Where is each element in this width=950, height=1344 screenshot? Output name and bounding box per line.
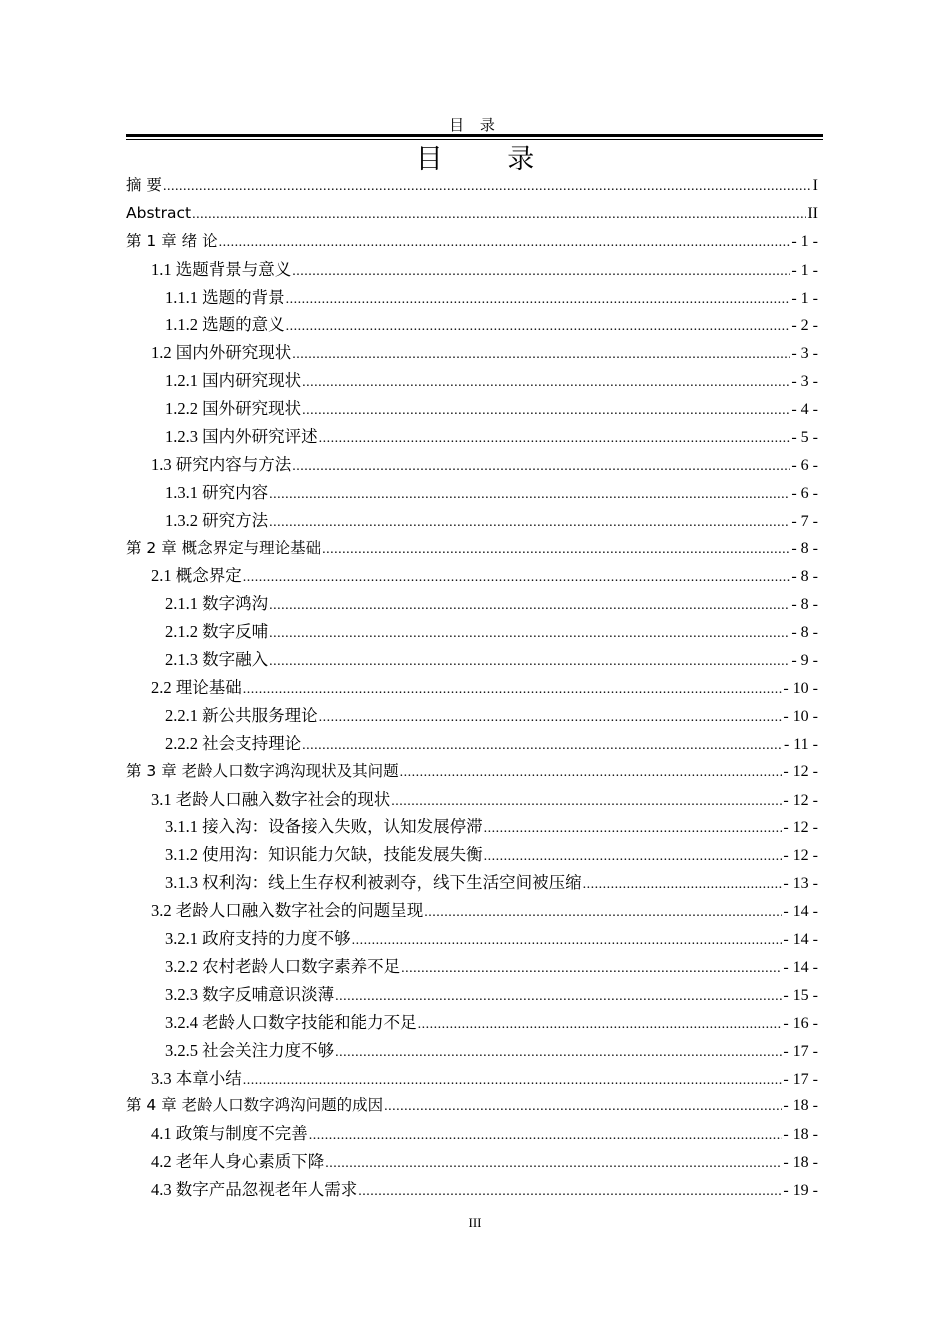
toc-entry[interactable] <box>126 1176 818 1204</box>
toc-leader-dots <box>292 341 790 369</box>
toc-leader-dots <box>309 1122 783 1150</box>
toc-leader-dots <box>391 788 782 816</box>
toc-leader-dots <box>322 536 790 564</box>
toc-leader-dots <box>401 955 782 983</box>
toc-leader-dots <box>335 983 782 1011</box>
toc-entry[interactable] <box>126 1009 818 1037</box>
toc-leader-dots <box>243 564 791 592</box>
toc-entry-title: 2.1.1 数字鸿沟 <box>165 594 269 614</box>
toc-entry[interactable] <box>126 674 818 702</box>
toc-leader-dots <box>302 397 790 425</box>
toc-leader-dots <box>325 1150 782 1178</box>
toc-entry-page: - 12 - <box>783 819 818 837</box>
toc-entry[interactable] <box>126 562 818 590</box>
toc-entry-title: 2.1.2 数字反哺 <box>165 622 269 642</box>
toc-entry-title: 3.2.1 政府支持的力度不够 <box>165 929 351 949</box>
toc-leader-dots <box>400 759 783 787</box>
toc-entry[interactable] <box>126 925 818 953</box>
toc-leader-dots <box>243 1067 783 1095</box>
toc-entry-page: - 14 - <box>783 931 818 949</box>
toc-entry[interactable] <box>126 256 818 284</box>
toc-entry-title: 4.1 政策与制度不完善 <box>151 1124 308 1144</box>
toc-entry[interactable] <box>126 1037 818 1065</box>
toc-entry-page: II <box>807 204 818 222</box>
toc-entry[interactable] <box>126 758 818 786</box>
toc-entry-title: Abstract <box>126 203 192 222</box>
toc-leader-dots <box>192 201 806 229</box>
toc-entry-title: 3.2 老龄人口融入数字社会的问题呈现 <box>151 901 424 921</box>
toc-leader-dots <box>484 843 783 871</box>
toc-leader-dots <box>424 899 782 927</box>
toc-entry[interactable] <box>126 702 818 730</box>
running-header: 目 录 <box>449 118 501 134</box>
toc-entry-page: - 18 - <box>783 1097 818 1115</box>
toc-leader-dots <box>484 815 783 843</box>
toc-leader-dots <box>302 369 790 397</box>
toc-entry-page: - 7 - <box>791 512 818 530</box>
toc-entry-page: - 13 - <box>783 875 818 893</box>
toc-entry-page: - 10 - <box>783 680 818 698</box>
toc-entry-title: 1.3.2 研究方法 <box>165 510 269 530</box>
toc-entry-page: - 4 - <box>791 401 818 419</box>
toc-leader-dots <box>269 620 790 648</box>
toc-entry-title: 2.1.3 数字融入 <box>165 650 269 670</box>
toc-leader-dots <box>243 676 783 704</box>
toc-entry[interactable] <box>126 981 818 1009</box>
toc-entry-title: 3.1.1 接入沟：设备接入失败，认知发展停滞 <box>165 817 483 837</box>
toc-entry-title: 3.1.3 权利沟：线上生存权利被剥夺，线下生活空间被压缩 <box>165 873 582 893</box>
toc-entry-page: - 6 - <box>791 456 818 474</box>
toc-entry[interactable] <box>126 311 818 339</box>
toc-leader-dots <box>286 286 791 314</box>
toc-entry[interactable] <box>126 228 818 256</box>
toc-leader-dots <box>292 453 790 481</box>
toc-entry-title: 2.1 概念界定 <box>151 566 242 586</box>
toc-entry-page: - 19 - <box>783 1182 818 1200</box>
toc-leader-dots <box>319 425 791 453</box>
toc-entry-title: 2.2.1 新公共服务理论 <box>165 705 318 725</box>
toc-entry-page: - 8 - <box>791 596 818 614</box>
toc-leader-dots <box>292 258 790 286</box>
toc-entry[interactable] <box>126 172 818 200</box>
toc-entry[interactable] <box>126 869 818 897</box>
toc-entry-page: I <box>812 177 818 194</box>
toc-entry-title: 3.3 本章小结 <box>151 1068 242 1088</box>
toc-leader-dots <box>163 173 812 201</box>
toc-entry[interactable] <box>126 1065 818 1093</box>
toc-entry-page: - 12 - <box>783 762 818 780</box>
toc-entry-title: 1.1 选题背景与意义 <box>151 259 292 279</box>
toc-entry[interactable] <box>126 730 818 758</box>
toc-entry-page: - 6 - <box>791 484 818 502</box>
toc-entry-page: - 14 - <box>783 903 818 921</box>
toc-leader-dots <box>352 927 783 955</box>
header-rule-thick <box>126 134 823 137</box>
toc-entry-page: - 8 - <box>791 539 818 557</box>
toc-leader-dots <box>269 592 790 620</box>
toc-entry-title: 1.1.2 选题的意义 <box>165 315 285 335</box>
toc-entry-page: - 15 - <box>783 986 818 1004</box>
toc-leader-dots <box>384 1093 782 1121</box>
toc-entry-title: 3.1 老龄人口融入数字社会的现状 <box>151 789 391 809</box>
toc-entry-title: 3.2.5 社会关注力度不够 <box>165 1040 335 1060</box>
toc-entry[interactable] <box>126 590 818 618</box>
toc-entry[interactable] <box>126 646 818 674</box>
toc-entry-page: - 2 - <box>791 317 818 335</box>
page-number-footer: III <box>468 1215 482 1230</box>
toc-entry-page: - 11 - <box>783 735 818 753</box>
toc-entry[interactable] <box>126 786 818 814</box>
toc-entry-title: 1.2.3 国内外研究评述 <box>165 427 318 447</box>
toc-leader-dots <box>302 732 783 760</box>
toc-entry-page: - 1 - <box>791 261 818 279</box>
toc-entry[interactable] <box>126 479 818 507</box>
toc-entry-page: - 8 - <box>791 624 818 642</box>
toc-entry-title: 1.1.1 选题的背景 <box>165 287 285 307</box>
toc-entry-title: 摘 要 <box>126 176 162 194</box>
toc-entry-title: 1.2.2 国外研究现状 <box>165 399 302 419</box>
toc-entry[interactable] <box>126 618 818 646</box>
toc-entry[interactable] <box>126 813 818 841</box>
toc-leader-dots <box>319 704 783 732</box>
toc-entry-title: 第 2 章 概念界定与理论基础 <box>126 538 322 557</box>
toc-entry[interactable] <box>126 897 818 925</box>
toc-leader-dots <box>286 313 791 341</box>
toc-entry-title: 2.2 理论基础 <box>151 678 242 698</box>
toc-entry-page: - 9 - <box>791 652 818 670</box>
toc-entry-page: - 17 - <box>783 1042 818 1060</box>
toc-entry-title: 第 1 章 绪 论 <box>126 231 218 250</box>
toc-entry-page: - 18 - <box>783 1154 818 1172</box>
toc-leader-dots <box>418 1011 783 1039</box>
toc-entry[interactable] <box>126 451 818 479</box>
toc-entry-page: - 3 - <box>791 345 818 363</box>
toc-entry-page: - 14 - <box>783 958 818 976</box>
toc-entry[interactable] <box>126 841 818 869</box>
toc-entry-title: 3.1.2 使用沟：知识能力欠缺，技能发展失衡 <box>165 845 483 865</box>
toc-entry-page: - 1 - <box>791 232 818 250</box>
toc-leader-dots <box>335 1039 782 1067</box>
toc-entry-page: - 12 - <box>783 791 818 809</box>
toc-entry-title: 3.2.3 数字反哺意识淡薄 <box>165 984 335 1004</box>
toc-entry[interactable] <box>126 395 818 423</box>
toc-entry[interactable] <box>126 1092 818 1120</box>
toc-entry[interactable] <box>126 367 818 395</box>
toc-entry[interactable] <box>126 953 818 981</box>
toc-entry-page: - 18 - <box>783 1126 818 1144</box>
toc-entry-title: 2.2.2 社会支持理论 <box>165 733 302 753</box>
toc-entry-page: - 3 - <box>791 373 818 391</box>
toc-entry-page: - 5 - <box>791 429 818 447</box>
toc-entry[interactable] <box>126 200 818 228</box>
toc-entry-title: 4.2 老年人身心素质下降 <box>151 1152 325 1172</box>
toc-leader-dots <box>269 509 790 537</box>
toc-entry-page: - 1 - <box>791 289 818 307</box>
toc-entry-title: 1.2 国内外研究现状 <box>151 343 292 363</box>
toc-leader-dots <box>269 481 790 509</box>
toc-entry[interactable] <box>126 339 818 367</box>
toc-entry-title: 1.3.1 研究内容 <box>165 482 269 502</box>
toc-leader-dots <box>358 1178 782 1206</box>
toc-entry-title: 4.3 数字产品忽视老年人需求 <box>151 1180 358 1200</box>
toc-entry-title: 第 4 章 老龄人口数字鸿沟问题的成因 <box>126 1096 384 1115</box>
page-title: 目 录 <box>415 144 563 175</box>
toc-entry[interactable] <box>126 507 818 535</box>
table-of-contents <box>126 172 818 1204</box>
toc-entry[interactable] <box>126 284 818 312</box>
toc-entry[interactable] <box>126 423 818 451</box>
toc-entry-page: - 12 - <box>783 847 818 865</box>
toc-entry-title: 第 3 章 老龄人口数字鸿沟现状及其问题 <box>126 761 399 780</box>
toc-entry[interactable] <box>126 1148 818 1176</box>
toc-leader-dots <box>269 648 790 676</box>
toc-entry-page: - 17 - <box>783 1070 818 1088</box>
toc-entry-title: 1.3 研究内容与方法 <box>151 454 292 474</box>
toc-entry-title: 3.2.4 老龄人口数字技能和能力不足 <box>165 1012 417 1032</box>
toc-entry[interactable] <box>126 1120 818 1148</box>
toc-entry-title: 1.2.1 国内研究现状 <box>165 371 302 391</box>
toc-leader-dots <box>583 871 783 899</box>
toc-entry-page: - 16 - <box>783 1014 818 1032</box>
toc-entry-title: 3.2.2 农村老龄人口数字素养不足 <box>165 956 401 976</box>
toc-entry-page: - 8 - <box>791 568 818 586</box>
toc-entry[interactable] <box>126 535 818 563</box>
toc-entry-page: - 10 - <box>783 707 818 725</box>
toc-leader-dots <box>219 229 791 257</box>
